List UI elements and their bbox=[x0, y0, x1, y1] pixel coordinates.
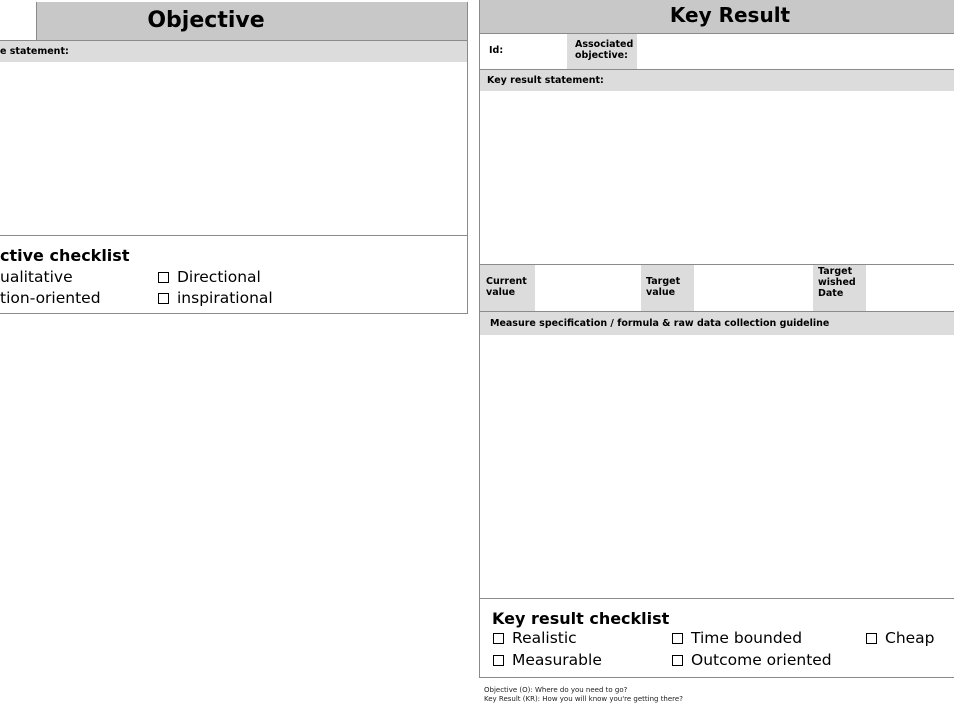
objective-statement-area[interactable] bbox=[0, 62, 467, 235]
checkbox-icon bbox=[493, 655, 504, 666]
associated-objective-field[interactable] bbox=[638, 34, 954, 69]
current-value-field[interactable] bbox=[536, 265, 640, 311]
objective-statement-label-bar bbox=[0, 41, 467, 62]
checkbox-icon bbox=[493, 633, 504, 644]
target-date-field[interactable] bbox=[867, 265, 954, 311]
footnote-key-result: Key Result (KR): How you will know you're getting there? bbox=[484, 695, 683, 703]
key-result-header-title: Key Result bbox=[669, 3, 791, 27]
checkbox-icon bbox=[158, 272, 169, 283]
objective-statement-label: e statement: bbox=[0, 46, 69, 57]
checklist-item-action-oriented: tion-oriented bbox=[0, 289, 101, 307]
key-result-id-label: Id: bbox=[489, 45, 504, 56]
target-date-label: Target wished Date bbox=[818, 266, 856, 299]
objective-checklist-title: ctive checklist bbox=[0, 246, 130, 265]
target-value-field[interactable] bbox=[695, 265, 812, 311]
checklist-item-measurable[interactable]: Measurable bbox=[493, 651, 602, 669]
target-value-label: Target value bbox=[646, 276, 681, 298]
measure-spec-label: Measure specification / formula & raw data collection guideline bbox=[490, 318, 830, 329]
checkbox-icon bbox=[672, 633, 683, 644]
checklist-item-inspirational[interactable]: inspirational bbox=[158, 289, 273, 307]
checklist-item-outcome-oriented[interactable]: Outcome oriented bbox=[672, 651, 832, 669]
checklist-item-qualitative: ualitative bbox=[0, 268, 73, 286]
checkbox-icon bbox=[866, 633, 877, 644]
checklist-item-realistic[interactable]: Realistic bbox=[493, 629, 577, 647]
checklist-item-cheap[interactable]: Cheap bbox=[866, 629, 935, 647]
key-result-statement-label: Key result statement: bbox=[487, 75, 604, 86]
footnote-objective: Objective (O): Where do you need to go? bbox=[484, 686, 628, 694]
objective-id-box bbox=[0, 2, 37, 40]
checklist-item-time-bounded[interactable]: Time bounded bbox=[672, 629, 802, 647]
checklist-item-directional[interactable]: Directional bbox=[158, 268, 261, 286]
key-result-checklist-title: Key result checklist bbox=[492, 609, 670, 628]
objective-header-title: Objective bbox=[147, 8, 265, 33]
checkbox-icon bbox=[158, 293, 169, 304]
checkbox-icon bbox=[672, 655, 683, 666]
key-result-id-field[interactable] bbox=[508, 34, 567, 69]
measure-spec-area[interactable] bbox=[480, 335, 954, 598]
associated-objective-label: Associated objective: bbox=[575, 39, 634, 61]
key-result-statement-area[interactable] bbox=[480, 91, 954, 264]
current-value-label: Current value bbox=[486, 276, 527, 298]
